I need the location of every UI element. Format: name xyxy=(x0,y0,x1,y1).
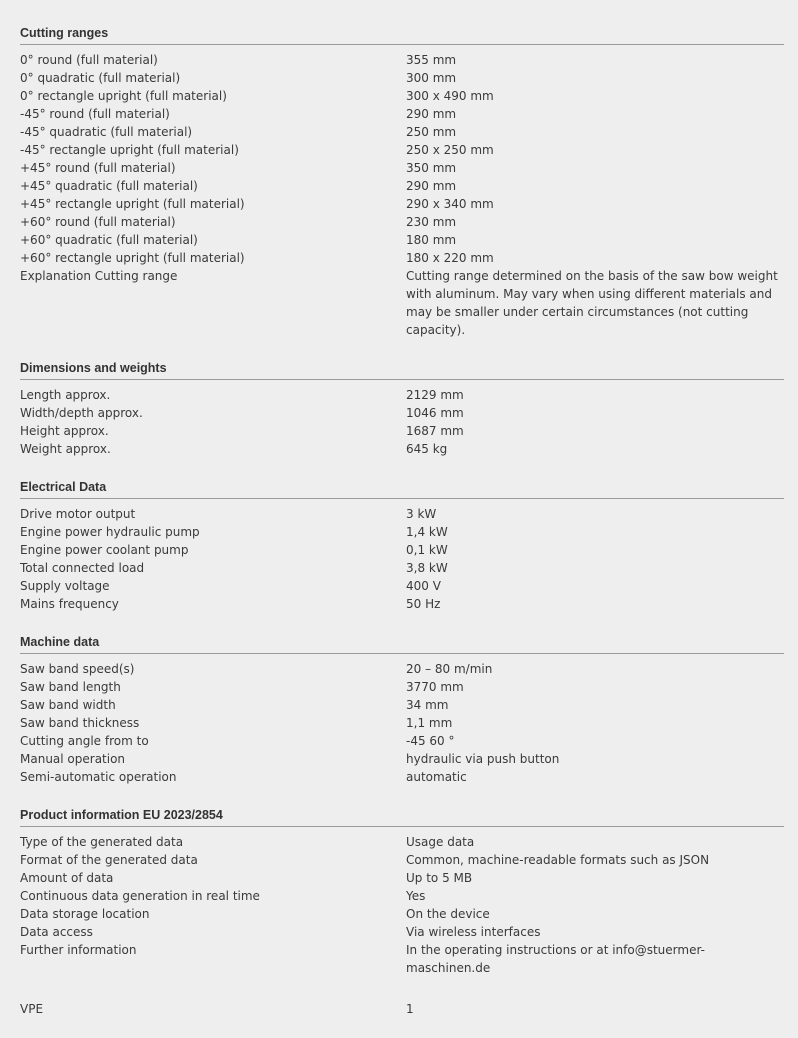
spec-row xyxy=(20,750,784,768)
section-title: Dimensions and weights xyxy=(20,359,784,380)
spec-label: +60° rectangle upright (full material) xyxy=(20,251,245,265)
section-title: Product information EU 2023/2854 xyxy=(20,806,784,827)
spec-row xyxy=(20,660,784,678)
spec-row xyxy=(20,905,784,923)
spec-label: Weight approx. xyxy=(20,442,111,456)
spec-value: Usage data xyxy=(406,835,475,849)
spec-row xyxy=(20,195,784,213)
spec-row xyxy=(20,541,784,559)
spec-row xyxy=(20,404,784,422)
spec-row xyxy=(20,595,784,613)
spec-label: Engine power coolant pump xyxy=(20,543,189,557)
spec-row xyxy=(20,141,784,159)
section-title: Electrical Data xyxy=(20,478,784,499)
spec-row xyxy=(20,87,784,105)
spec-label: Data storage location xyxy=(20,907,150,921)
section-title: Cutting ranges xyxy=(20,24,784,45)
spec-label: 0° quadratic (full material) xyxy=(20,71,181,85)
spec-row xyxy=(20,422,784,440)
spec-row xyxy=(20,732,784,750)
spec-label: -45° quadratic (full material) xyxy=(20,125,193,139)
spec-label: Continuous data generation in real time xyxy=(20,889,260,903)
spec-value: 250 mm xyxy=(406,125,457,139)
spec-row xyxy=(20,159,784,177)
spec-label: 0° rectangle upright (full material) xyxy=(20,89,227,103)
spec-label: Drive motor output xyxy=(20,507,136,521)
spec-value: 290 x 340 mm xyxy=(406,197,494,211)
spec-row xyxy=(20,768,784,786)
spec-value: 34 mm xyxy=(406,698,449,712)
spec-label: Saw band length xyxy=(20,680,121,694)
spec-section-electrical-data xyxy=(20,478,784,613)
spec-row xyxy=(20,833,784,851)
spec-value: 290 mm xyxy=(406,179,457,193)
spec-label: +45° quadratic (full material) xyxy=(20,179,198,193)
spec-value: 20 – 80 m/min xyxy=(406,662,493,676)
spec-label: Cutting angle from to xyxy=(20,734,149,748)
spec-label: Mains frequency xyxy=(20,597,119,611)
spec-label: Height approx. xyxy=(20,424,109,438)
spec-label: 0° round (full material) xyxy=(20,53,158,67)
spec-label: Semi-automatic operation xyxy=(20,770,177,784)
spec-label: +45° round (full material) xyxy=(20,161,176,175)
spec-row xyxy=(20,440,784,458)
spec-row xyxy=(20,51,784,69)
spec-value: automatic xyxy=(406,770,467,784)
spec-value: hydraulic via push button xyxy=(406,752,560,766)
spec-row xyxy=(20,1000,784,1018)
spec-value: 645 kg xyxy=(406,442,448,456)
specification-table xyxy=(20,24,784,1038)
spec-label: -45° rectangle upright (full material) xyxy=(20,143,239,157)
spec-label: Saw band thickness xyxy=(20,716,140,730)
spec-label: Saw band width xyxy=(20,698,116,712)
spec-row xyxy=(20,714,784,732)
spec-row xyxy=(20,386,784,404)
spec-label: Length approx. xyxy=(20,388,111,402)
spec-value: 350 mm xyxy=(406,161,457,175)
spec-row xyxy=(20,851,784,869)
spec-row xyxy=(20,696,784,714)
spec-label: +60° quadratic (full material) xyxy=(20,233,198,247)
spec-value: 3 kW xyxy=(406,507,437,521)
spec-row xyxy=(20,869,784,887)
spec-label: Width/depth approx. xyxy=(20,406,143,420)
spec-section-cutting-ranges xyxy=(20,24,784,339)
spec-section-machine-data xyxy=(20,633,784,786)
spec-label: Engine power hydraulic pump xyxy=(20,525,200,539)
spec-value: On the device xyxy=(406,907,490,921)
spec-label: VPE xyxy=(20,1002,44,1016)
spec-value: 0,1 kW xyxy=(406,543,448,557)
spec-label: +60° round (full material) xyxy=(20,215,176,229)
spec-value: 180 x 220 mm xyxy=(406,251,494,265)
spec-label: Explanation Cutting range xyxy=(20,269,178,283)
spec-value: 400 V xyxy=(406,579,441,593)
spec-row xyxy=(20,678,784,696)
spec-value: 300 mm xyxy=(406,71,457,85)
spec-value: 3,8 kW xyxy=(406,561,448,575)
spec-value: Yes xyxy=(406,889,426,903)
spec-value: 50 Hz xyxy=(406,597,441,611)
spec-label: Type of the generated data xyxy=(20,835,184,849)
spec-section-product-information-eu-2023-2854 xyxy=(20,806,784,1018)
spec-row xyxy=(20,523,784,541)
spec-value: 1,1 mm xyxy=(406,716,453,730)
spec-row xyxy=(20,123,784,141)
spec-value: 180 mm xyxy=(406,233,457,247)
spec-row xyxy=(20,69,784,87)
spec-value: 1046 mm xyxy=(406,406,464,420)
spec-label: +45° rectangle upright (full material) xyxy=(20,197,245,211)
spec-label: Supply voltage xyxy=(20,579,110,593)
spec-value: Common, machine-readable formats such as JSON xyxy=(406,853,710,867)
spec-value: 3770 mm xyxy=(406,680,464,694)
spec-label: -45° round (full material) xyxy=(20,107,170,121)
spec-row xyxy=(20,887,784,905)
spec-label: Further information xyxy=(20,943,137,957)
spec-value: 300 x 490 mm xyxy=(406,89,494,103)
spec-value: 1687 mm xyxy=(406,424,464,438)
spec-row xyxy=(20,231,784,249)
spec-row xyxy=(20,923,784,941)
spec-row xyxy=(20,213,784,231)
spec-section-dimensions-and-weights xyxy=(20,359,784,458)
spacer xyxy=(20,983,784,1000)
spec-row xyxy=(20,559,784,577)
spec-value: Cutting range determined on the basis of the saw bow weight with aluminum. May vary when using different materials and may be smaller under certain circumstances (not cutting capacity). xyxy=(406,269,778,337)
section-title: Machine data xyxy=(20,633,784,654)
spec-value: 1,4 kW xyxy=(406,525,448,539)
spec-label: Manual operation xyxy=(20,752,126,766)
spec-row xyxy=(20,177,784,195)
spec-value: 250 x 250 mm xyxy=(406,143,494,157)
spec-row xyxy=(20,941,784,977)
spec-row xyxy=(20,267,784,339)
spec-value: 230 mm xyxy=(406,215,457,229)
spec-value: 1 xyxy=(406,1002,414,1016)
spec-label: Saw band speed(s) xyxy=(20,662,135,676)
spec-label: Amount of data xyxy=(20,871,114,885)
spec-value: In the operating instructions or at info@stuermer-maschinen.de xyxy=(406,943,705,975)
spec-label: Total connected load xyxy=(20,561,145,575)
spec-value: Via wireless interfaces xyxy=(406,925,541,939)
spec-label: Format of the generated data xyxy=(20,853,198,867)
spec-label: Data access xyxy=(20,925,93,939)
spec-row xyxy=(20,249,784,267)
spec-value: 2129 mm xyxy=(406,388,464,402)
spec-row xyxy=(20,105,784,123)
spec-value: 355 mm xyxy=(406,53,457,67)
spec-row xyxy=(20,577,784,595)
spec-value: -45 60 ° xyxy=(406,734,455,748)
spec-row xyxy=(20,505,784,523)
spec-value: Up to 5 MB xyxy=(406,871,473,885)
spec-value: 290 mm xyxy=(406,107,457,121)
